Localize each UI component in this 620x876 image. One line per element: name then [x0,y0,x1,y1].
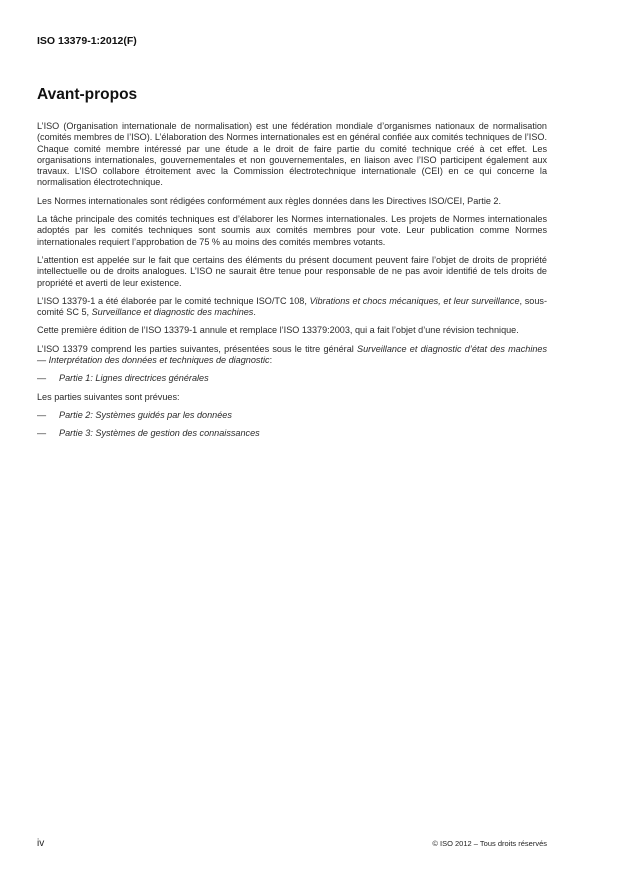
list-item-part-1 [37,373,547,384]
paragraph-technical-committees: La tâche principale des comités techniques est d’élaborer les Normes internationales. Les projets de Normes internationales adoptés par les comités techniques sont soumis aux comités membres pour vote. Leur publication comme Normes internationales requiert l’approbation de 75 % au moins des comités membres votants. [37,214,547,247]
foreword-body [37,121,547,447]
list-dash: — [37,409,47,420]
document-id-header: ISO 13379-1:2012(F) [37,35,137,47]
paragraph-text: : [269,355,273,366]
list-item-part-3 [37,428,547,439]
paragraph-text: L’ISO 13379-1 a été élaborée par le comité technique ISO/TC 108, [37,295,310,306]
paragraph-text: . [253,307,256,318]
paragraph-planned-parts: Les parties suivantes sont prévues: [37,391,180,402]
committee-title: Vibrations et chocs mécaniques, et leur surveillance [309,295,520,306]
list-dash: — [37,428,47,439]
paragraph-parts-intro [37,344,547,367]
list-item-part-2 [37,410,547,421]
list-item-text: Partie 2: Systèmes guidés par les données [59,409,232,420]
page-title: Avant-propos [37,86,138,103]
paragraph-text: L’ISO 13379 comprend les parties suivantes, présentées sous le titre général [37,343,358,354]
copyright-notice: © ISO 2012 – Tous droits réservés [432,839,547,848]
general-title: Surveillance et diagnostic d’état des machines — Interprétation des données et techniques de diagnostic [37,343,548,366]
paragraph-directives: Les Normes internationales sont rédigées conformément aux règles données dans les Directives ISO/CEI, Partie 2. [37,195,502,206]
paragraph-edition: Cette première édition de l’ISO 13379-1 annule et remplace l’ISO 13379:2003, qui a fait l’objet d’une révision technique. [37,325,519,336]
paragraph-prepared-by [37,296,547,319]
paragraph-text: , sous-comité SC 5, [37,295,547,318]
list-dash: — [37,373,47,384]
subcommittee-title: Surveillance et diagnostic des machines [91,307,254,318]
page-number: iv [37,838,45,849]
paragraph-patent-rights: L’attention est appelée sur le fait que certains des éléments du présent document peuvent faire l’objet de droits de propriété intellectuelle ou de droits analogues. L’ISO ne saurait être tenue pour responsable de ne pas avoir identifié de tels droits de propriété et averti de leur existence. [37,254,547,288]
list-item-text: Partie 1: Lignes directrices générales [59,373,209,384]
list-item-text: Partie 3: Systèmes de gestion des connaissances [59,428,260,439]
paragraph-iso-intro: L’ISO (Organisation internationale de normalisation) est une fédération mondiale d’organismes nationaux de normalisation (comités membres de l’ISO). L’élaboration des Normes internationales est en général confiée aux comités techniques de l’ISO. Chaque comité membre intéressé par une étude a le droit de faire partie du comité technique créé à cet effet. Les organisations internationales, gouvernementales et non gouvernementales, en liaison avec l’ISO participent également aux travaux. L’ISO collabore étroitement avec la Commission électrotechnique internationale (CEI) en ce qui concerne la normalisation électrotechnique. [37,121,547,188]
